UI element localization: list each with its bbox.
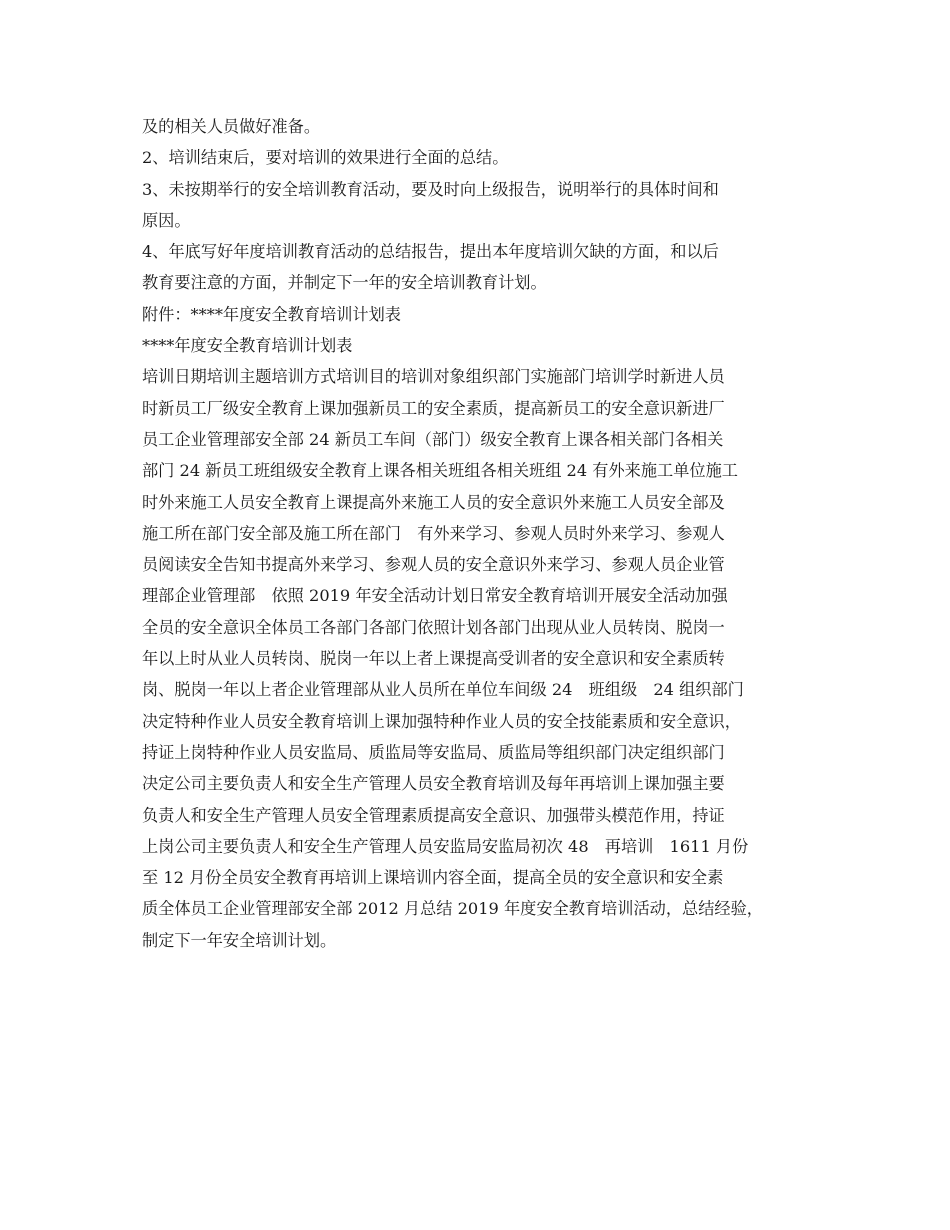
text-line: 决定公司主要负责人和安全生产管理人员安全教育培训及每年再培训上课加强主要 (142, 774, 725, 794)
text-line: 持证上岗特种作业人员安监局、质监局等安监局、质监局等组织部门决定组织部门 (142, 742, 725, 762)
text-line: 及的相关人员做好准备。 (142, 117, 321, 136)
text-line: 决定特种作业人员安全教育培训上课加强特种作业人员的安全技能素质和安全意识， (142, 711, 741, 731)
text-line: 上岗公司主要负责人和安全生产管理人员安监局安监局初次 48 再培训 1611 月份 (142, 836, 749, 856)
text-line: 岗、脱岗一年以上者企业管理部从业人员所在单位车间级 24 班组级 24 组织部门 (142, 680, 744, 700)
text-line: 员工企业管理部安全部 24 新员工车间（部门）级安全教育上课各相关部门各相关 (142, 429, 724, 449)
text-line: 全员的安全意识全体员工各部门各部门依照计划各部门出现从业人员转岗、脱岗一 (142, 617, 725, 637)
text-line: 至 12 月份全员安全教育再培训上课培训内容全面，提高全员的安全意识和安全素 (142, 868, 724, 888)
text-line: 部门 24 新员工班组级安全教育上课各相关班组各相关班组 24 有外来施工单位施工 (142, 461, 738, 481)
text-line: 施工所在部门安全部及施工所在部门 有外来学习、参观人员时外来学习、参观人 (142, 523, 725, 543)
text-line: 4、年底写好年度培训教育活动的总结报告，提出本年度培训欠缺的方面，和以后 (142, 242, 719, 262)
text-line: 时外来施工人员安全教育上课提高外来施工人员的安全意识外来施工人员安全部及 (142, 492, 725, 512)
text-line: 负责人和安全生产管理人员安全管理素质提高安全意识、加强带头模范作用，持证 (142, 805, 725, 825)
text-line: 理部企业管理部 依照 2019 年安全活动计划日常安全教育培训开展安全活动加强 (142, 586, 728, 606)
table-title: ****年度安全教育培训计划表 (142, 336, 353, 356)
text-line: 3、未按期举行的安全培训教育活动，要及时向上级报告，说明举行的具体时间和 (142, 179, 719, 199)
text-line: 制定下一年安全培训计划。 (142, 930, 337, 950)
text-line: 时新员工厂级安全教育上课加强新员工的安全素质，提高新员工的安全意识新进厂 (142, 398, 725, 418)
text-line: 2、培训结束后，要对培训的效果进行全面的总结。 (142, 148, 509, 168)
document-body (142, 111, 814, 956)
text-line: 培训日期培训主题培训方式培训目的培训对象组织部门实施部门培训学时新进人员 (142, 367, 725, 387)
text-line: 员阅读安全告知书提高外来学习、参观人员的安全意识外来学习、参观人员企业管 (142, 555, 725, 575)
text-line: 原因。 (142, 210, 191, 230)
text-line: 教育要注意的方面，并制定下一年的安全培训教育计划。 (142, 273, 547, 293)
attachment-line: 附件：****年度安全教育培训计划表 (142, 304, 401, 324)
text-line: 年以上时从业人员转岗、脱岗一年以上者上课提高受训者的安全意识和安全素质转 (142, 649, 725, 669)
text-line: 质全体员工企业管理部安全部 2012 月总结 2019 年度安全教育培训活动，总结经验， (142, 899, 763, 919)
